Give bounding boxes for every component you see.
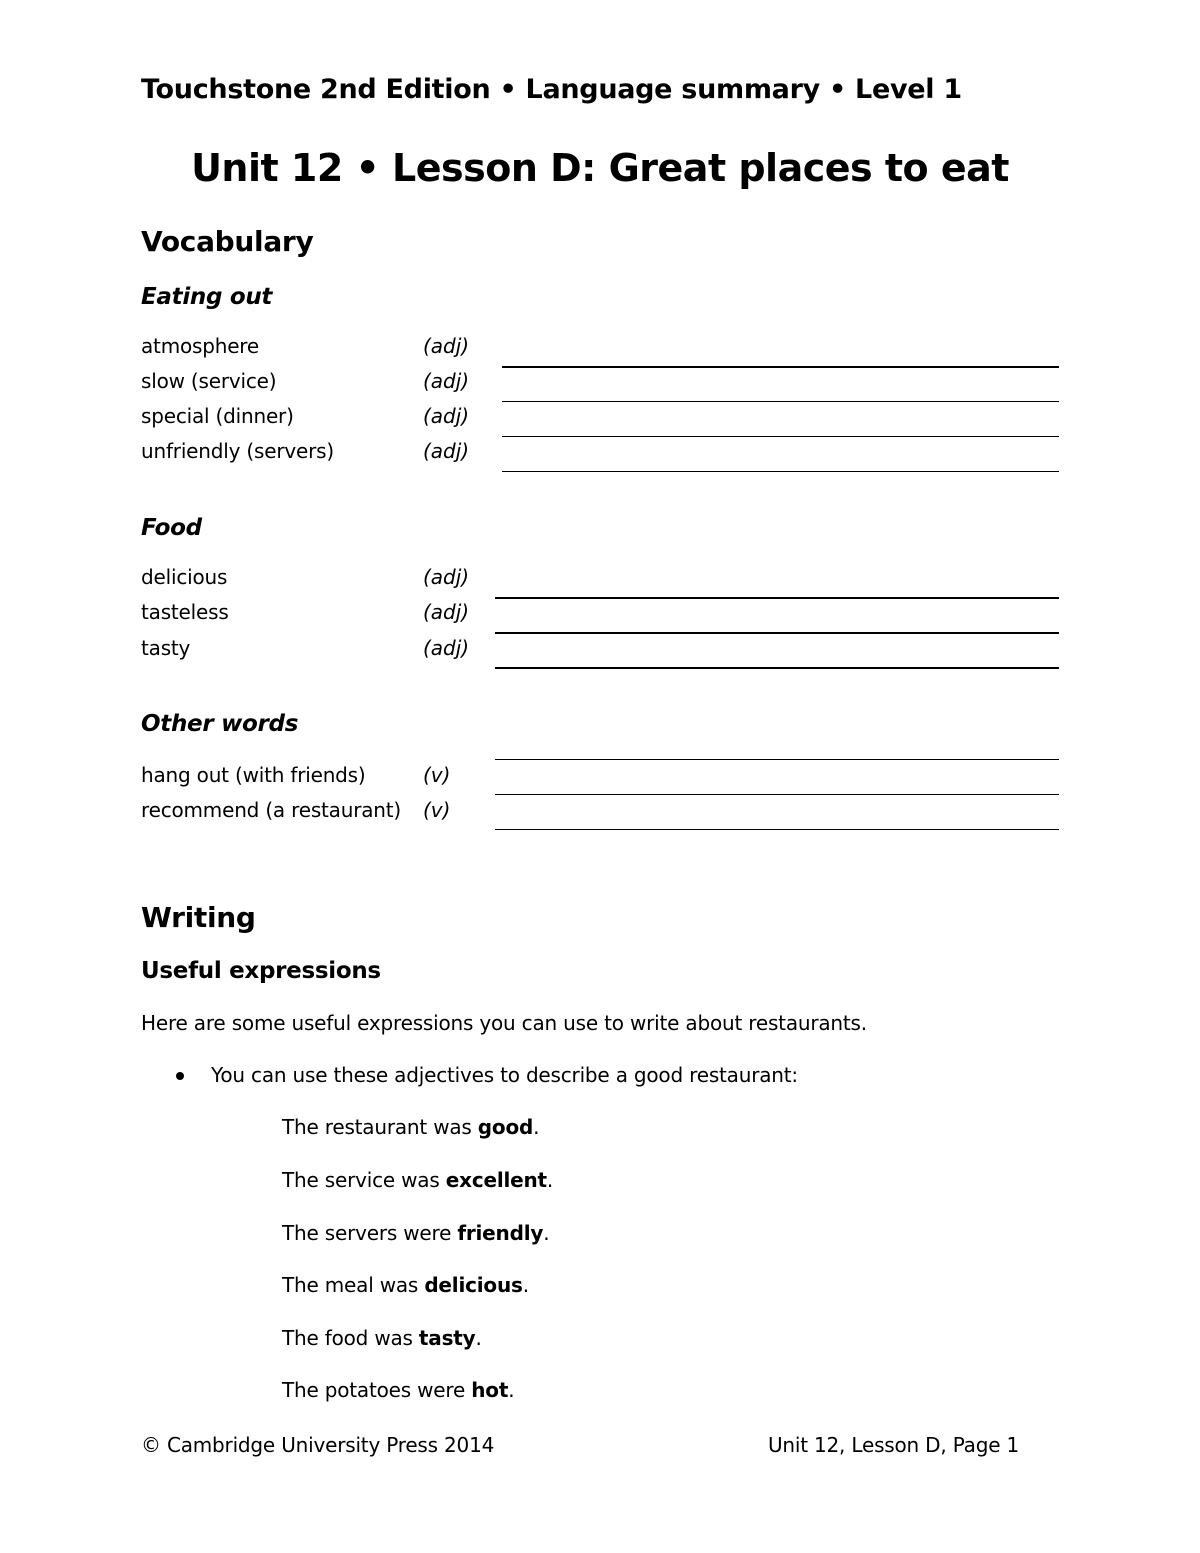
group-heading-food: Food	[141, 515, 202, 541]
answer-line	[495, 759, 1059, 760]
subheading-useful-expressions: Useful expressions	[141, 958, 381, 984]
vocab-pos: (adj)	[423, 565, 470, 589]
vocab-pos: (v)	[423, 798, 451, 822]
vocab-pos: (adj)	[423, 334, 470, 358]
answer-line	[502, 471, 1059, 472]
vocab-word: tasteless	[141, 600, 229, 624]
section-heading-vocabulary: Vocabulary	[141, 225, 314, 258]
vocab-pos: (adj)	[423, 404, 470, 428]
answer-line	[495, 829, 1059, 830]
answer-line	[502, 436, 1059, 437]
footer-copyright: © Cambridge University Press 2014	[141, 1433, 495, 1457]
example-sentence: The potatoes were hot.	[282, 1378, 515, 1402]
answer-line	[495, 667, 1059, 669]
footer-page-ref: Unit 12, Lesson D, Page 1	[767, 1433, 1019, 1457]
vocab-word: atmosphere	[141, 334, 260, 358]
intro-text: Here are some useful expressions you can use to write about restaurants.	[141, 1011, 867, 1035]
example-sentence: The service was excellent.	[282, 1168, 554, 1192]
vocab-pos: (adj)	[423, 600, 470, 624]
vocab-pos: (adj)	[423, 636, 470, 660]
example-sentence: The meal was delicious.	[282, 1273, 529, 1297]
group-heading-other-words: Other words	[141, 711, 299, 737]
vocab-pos: (v)	[423, 763, 451, 787]
group-heading-eating-out: Eating out	[141, 284, 273, 310]
example-sentence: The servers were friendly.	[282, 1221, 550, 1245]
vocab-word: unfriendly (servers)	[141, 439, 334, 463]
section-heading-writing: Writing	[141, 901, 256, 934]
vocab-word: slow (service)	[141, 369, 277, 393]
vocab-word: special (dinner)	[141, 404, 294, 428]
answer-line	[495, 597, 1059, 599]
vocab-word: delicious	[141, 565, 228, 589]
vocab-word: recommend (a restaurant)	[141, 798, 402, 822]
example-sentence: The restaurant was good.	[282, 1115, 540, 1139]
document-header: Touchstone 2nd Edition • Language summary • Level 1	[141, 74, 962, 105]
answer-line	[495, 794, 1059, 795]
answer-line	[502, 401, 1059, 402]
answer-line	[502, 366, 1059, 368]
vocab-word: hang out (with friends)	[141, 763, 366, 787]
vocab-pos: (adj)	[423, 369, 470, 393]
page-title: Unit 12 • Lesson D: Great places to eat	[191, 146, 1009, 190]
answer-line	[495, 632, 1059, 634]
vocab-pos: (adj)	[423, 439, 470, 463]
bullet-icon	[176, 1072, 184, 1080]
vocab-word: tasty	[141, 636, 191, 660]
example-sentence: The food was tasty.	[282, 1326, 482, 1350]
bullet-text: You can use these adjectives to describe a good restaurant:	[211, 1063, 798, 1087]
